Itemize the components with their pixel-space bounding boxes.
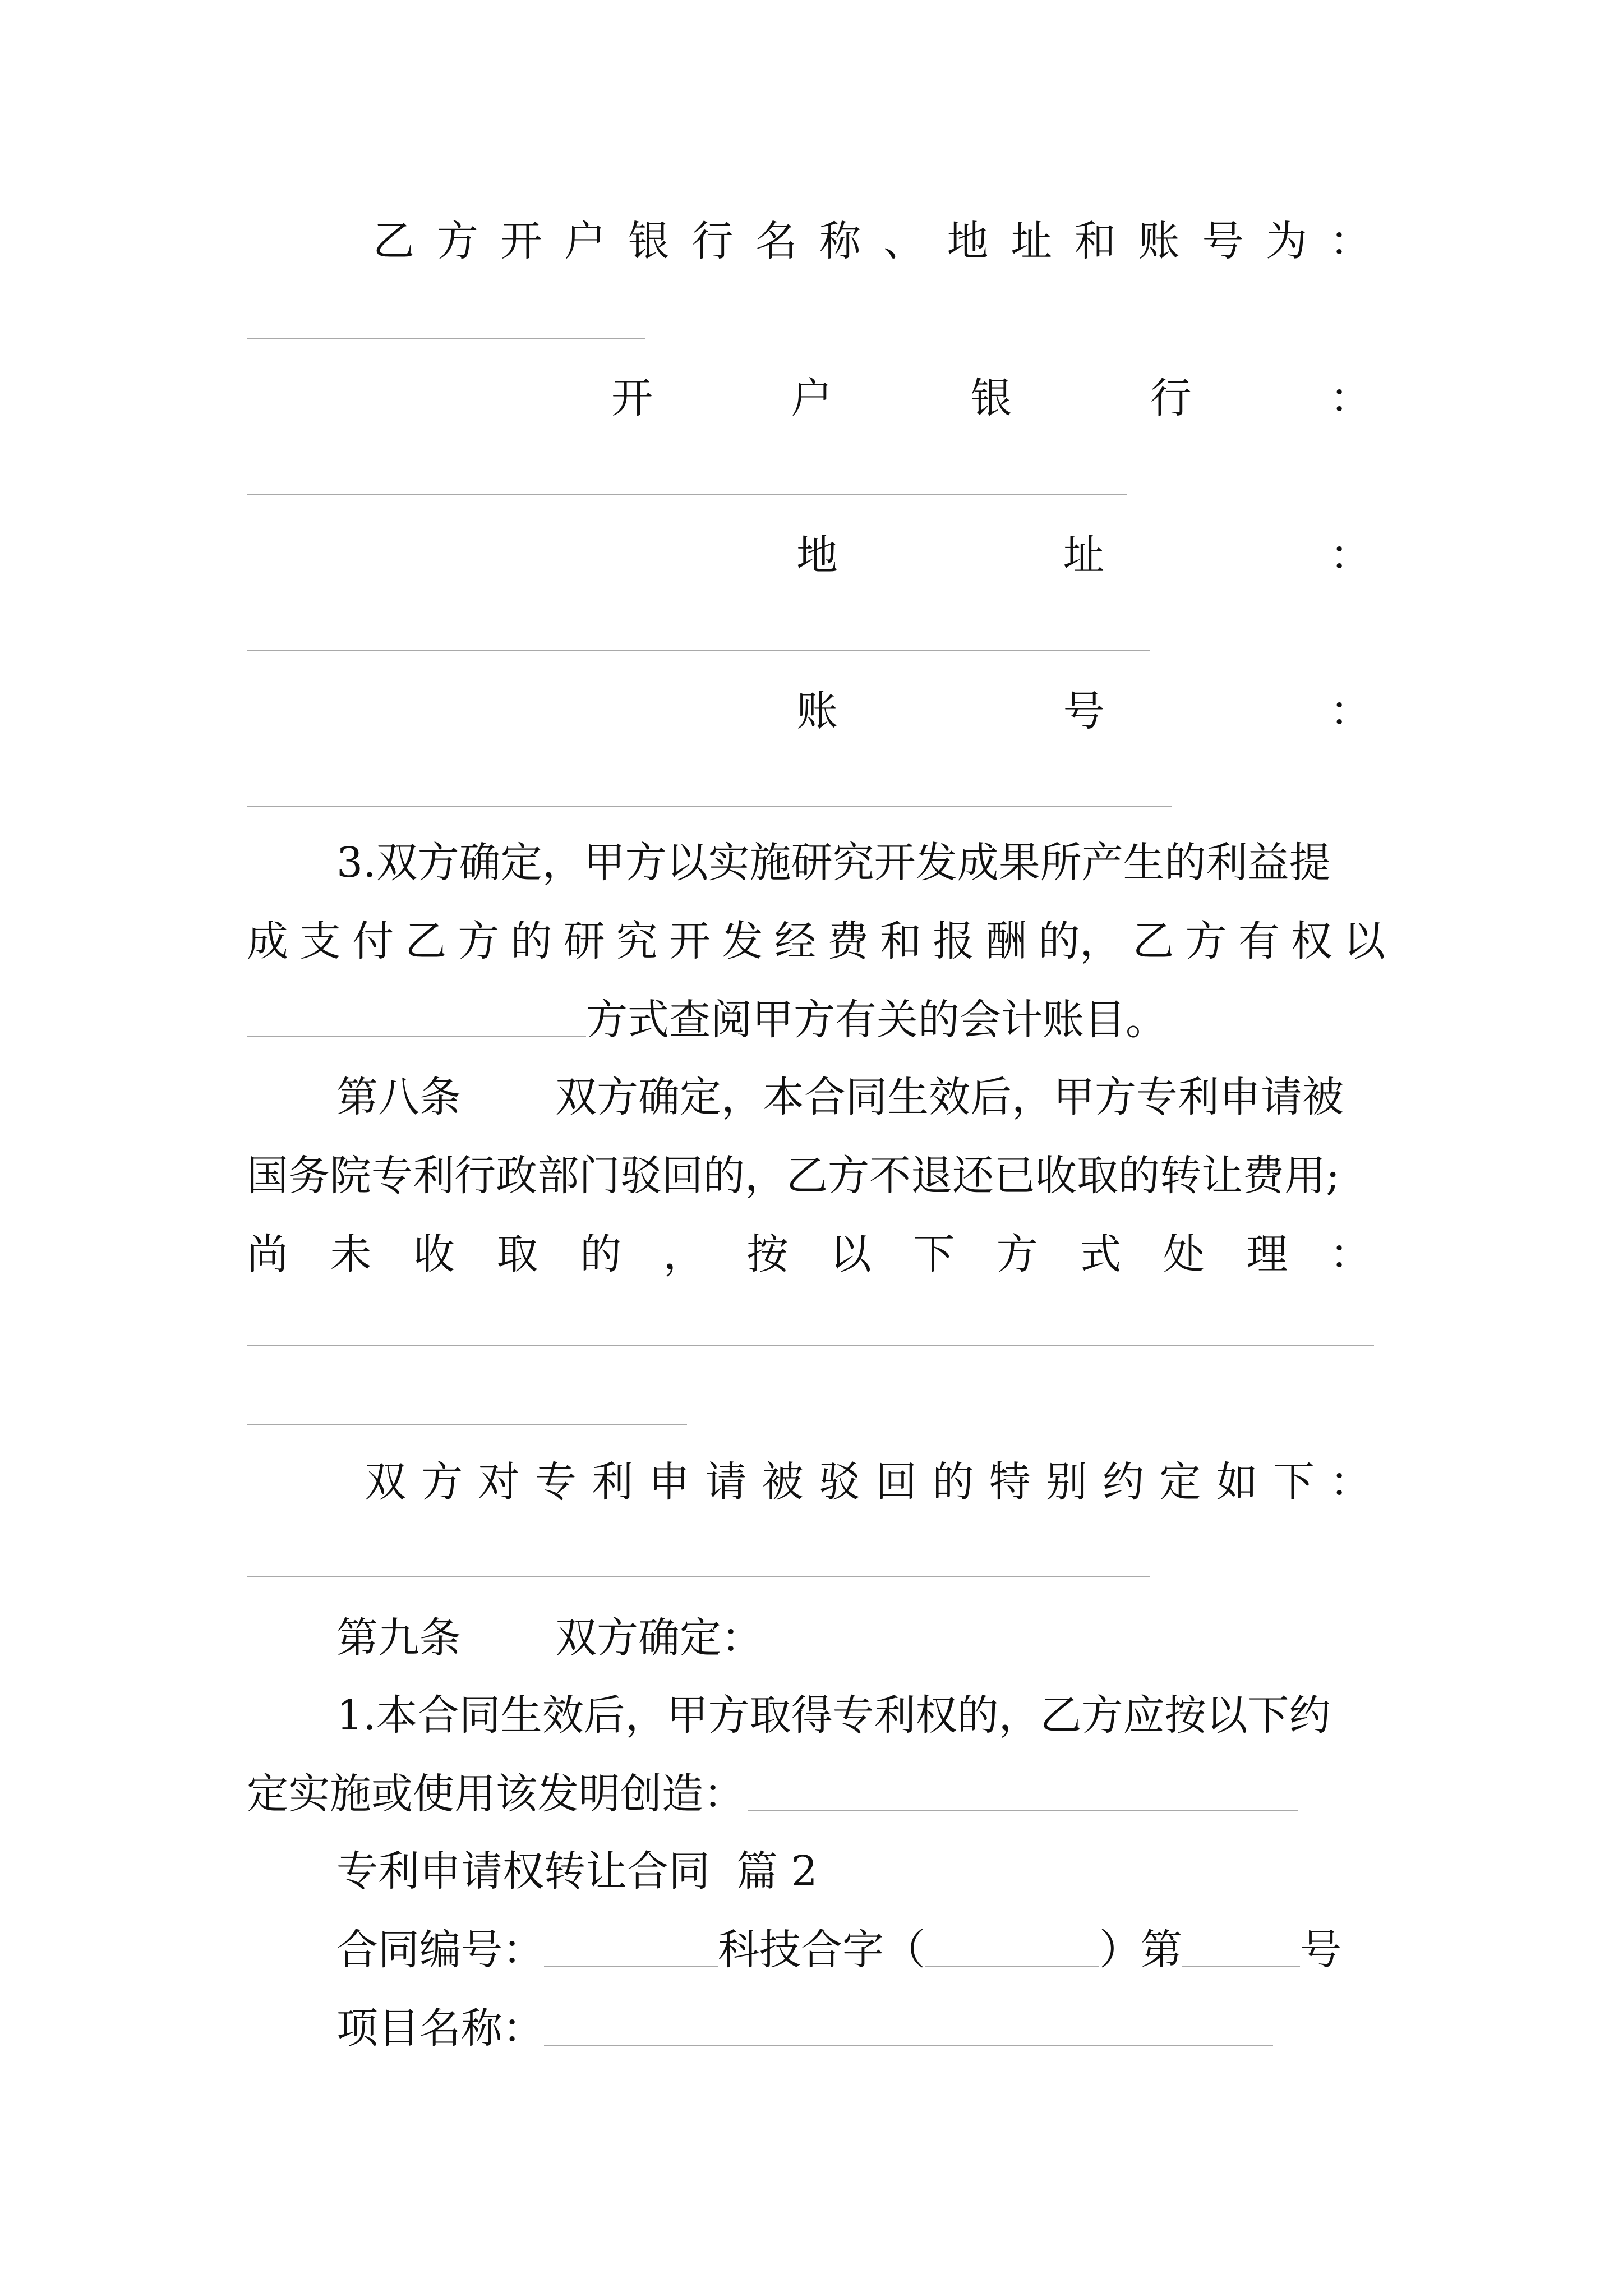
contract2-title: 专利申请权转让合同 篇 2 bbox=[336, 1847, 818, 1895]
text-char: 发 bbox=[721, 917, 763, 965]
text-char: 成 bbox=[247, 917, 288, 965]
item1-line1: 1.本合同生效后，甲方取得专利权的，乙方应按以下约 bbox=[336, 1691, 1331, 1740]
text-char: ， bbox=[663, 1230, 705, 1278]
text-char: 酬 bbox=[985, 917, 1027, 965]
text-char: 方 bbox=[436, 217, 478, 265]
article9-line bbox=[336, 1610, 763, 1666]
text-char: 究 bbox=[616, 917, 658, 965]
item3-line3-text: 方式查阅甲方有关的会计账目。 bbox=[586, 996, 1167, 1044]
text-char: 名 bbox=[755, 217, 797, 265]
bank-info-blank bbox=[247, 338, 645, 339]
text-char: 和 bbox=[880, 917, 922, 965]
text-char: 的 bbox=[510, 917, 552, 965]
text-char: 方 bbox=[421, 1458, 463, 1506]
special-agreement-blank bbox=[247, 1576, 1150, 1577]
text-char: 专 bbox=[534, 1458, 577, 1506]
article8-line3 bbox=[247, 1226, 1371, 1282]
text-char: 式 bbox=[1080, 1230, 1122, 1278]
text-char: 乙 bbox=[373, 217, 414, 265]
contract-number-line bbox=[336, 1922, 1341, 1978]
article9-text: 双方确定： bbox=[555, 1614, 763, 1662]
text-char: ： bbox=[1330, 531, 1371, 579]
text-char: 请 bbox=[705, 1458, 747, 1506]
rejection-handling-blank-1 bbox=[247, 1345, 1374, 1346]
text-char: 方 bbox=[458, 917, 500, 965]
item1-line2 bbox=[247, 1766, 1298, 1822]
text-char: 方 bbox=[996, 1230, 1038, 1278]
contract-number-blank-2 bbox=[925, 1966, 1099, 1967]
text-char: 开 bbox=[500, 217, 542, 265]
text-char: 支 bbox=[299, 917, 342, 965]
text-char: 对 bbox=[478, 1458, 520, 1506]
implementation-blank bbox=[748, 1810, 1298, 1811]
contract-number-label: 合同编号： bbox=[336, 1926, 544, 1974]
text-char: ： bbox=[1329, 217, 1371, 265]
text-char: 账 bbox=[796, 687, 838, 735]
text-char: 以 bbox=[829, 1230, 872, 1278]
text-char: 址 bbox=[1063, 531, 1105, 579]
text-char: 经 bbox=[774, 917, 816, 965]
text-char: 定 bbox=[1159, 1458, 1201, 1506]
project-name-label: 项目名称： bbox=[336, 2004, 544, 2053]
article8-line1 bbox=[336, 1069, 1344, 1125]
text-char: 约 bbox=[1103, 1458, 1145, 1506]
text-char: 地 bbox=[947, 217, 989, 265]
contract-number-mid2: ）第 bbox=[1099, 1926, 1182, 1974]
article8-line1-text: 双方确定，本合同生效后，甲方专利申请被 bbox=[555, 1073, 1344, 1121]
text-char: 乙 bbox=[405, 917, 447, 965]
text-char: 银 bbox=[628, 217, 670, 265]
text-char: 驳 bbox=[818, 1458, 860, 1506]
text-char: 别 bbox=[1045, 1458, 1087, 1506]
contract-number-mid1: 科技合字（ bbox=[718, 1926, 925, 1974]
article8-label: 第八条 bbox=[336, 1073, 461, 1121]
bank-name-blank bbox=[247, 494, 1127, 495]
text-char: 的 bbox=[580, 1230, 622, 1278]
item1-line2-text: 定实施或使用该发明创造： bbox=[247, 1770, 745, 1818]
bank-name-line bbox=[611, 370, 1371, 426]
text-char: 和 bbox=[1074, 217, 1116, 265]
bank-info-intro-line bbox=[373, 213, 1371, 269]
text-char: 被 bbox=[762, 1458, 804, 1506]
text-char: 以 bbox=[1343, 917, 1385, 965]
text-char: 理 bbox=[1246, 1230, 1288, 1278]
text-char: 权 bbox=[1290, 917, 1332, 965]
text-char: 有 bbox=[1238, 917, 1280, 965]
text-char: 下 bbox=[1272, 1458, 1315, 1506]
text-char: 双 bbox=[365, 1458, 406, 1506]
text-char: 的， bbox=[1038, 917, 1122, 965]
text-char: ： bbox=[1330, 687, 1371, 735]
rejection-handling-blank-2 bbox=[247, 1424, 687, 1425]
text-char: ： bbox=[1329, 1458, 1371, 1506]
text-char: 收 bbox=[413, 1230, 455, 1278]
item3-line1: 3.双方确定，甲方以实施研究开发成果所产生的利益提 bbox=[336, 839, 1331, 887]
text-char: 回 bbox=[875, 1458, 917, 1506]
text-char: ： bbox=[1329, 1230, 1371, 1278]
text-char: 行 bbox=[691, 217, 734, 265]
text-char: 申 bbox=[648, 1458, 690, 1506]
text-char: 开 bbox=[611, 374, 653, 422]
text-char: 费 bbox=[827, 917, 869, 965]
text-char: 按 bbox=[746, 1230, 789, 1278]
special-agreement-line bbox=[365, 1454, 1371, 1510]
text-char: 银 bbox=[970, 374, 1012, 422]
text-char: 尚 bbox=[247, 1230, 288, 1278]
text-char: 户 bbox=[564, 217, 606, 265]
inspection-method-blank bbox=[247, 1036, 586, 1037]
contract-number-blank-1 bbox=[544, 1966, 718, 1967]
text-char: 未 bbox=[330, 1230, 372, 1278]
contract-number-blank-3 bbox=[1182, 1966, 1300, 1967]
item3-line2 bbox=[247, 913, 1385, 969]
text-char: 、 bbox=[883, 217, 925, 265]
text-char: 址 bbox=[1011, 217, 1053, 265]
text-char: 行 bbox=[1150, 374, 1192, 422]
text-char: ： bbox=[1330, 374, 1371, 422]
text-char: 开 bbox=[668, 917, 711, 965]
text-char: 付 bbox=[352, 917, 394, 965]
text-char: 下 bbox=[913, 1230, 955, 1278]
text-char: 利 bbox=[591, 1458, 633, 1506]
item3-line3 bbox=[247, 992, 1167, 1048]
text-char: 乙 bbox=[1132, 917, 1174, 965]
text-char: 称 bbox=[819, 217, 861, 265]
text-char: 报 bbox=[933, 917, 975, 965]
account-line bbox=[796, 683, 1371, 739]
article8-line2: 国务院专利行政部门驳回的，乙方不退还已收取的转让费用; bbox=[247, 1152, 1340, 1200]
contract-number-suffix: 号 bbox=[1300, 1926, 1341, 1974]
article9-label: 第九条 bbox=[336, 1614, 461, 1662]
text-char: 号 bbox=[1063, 687, 1105, 735]
address-line bbox=[796, 527, 1371, 583]
text-char: 如 bbox=[1216, 1458, 1258, 1506]
text-char: 方 bbox=[1185, 917, 1227, 965]
text-char: 户 bbox=[791, 374, 833, 422]
text-char: 研 bbox=[563, 917, 605, 965]
text-char: 处 bbox=[1163, 1230, 1205, 1278]
text-char: 为 bbox=[1266, 217, 1308, 265]
text-char: 的 bbox=[932, 1458, 974, 1506]
text-char: 取 bbox=[496, 1230, 538, 1278]
text-char: 号 bbox=[1202, 217, 1244, 265]
text-char: 地 bbox=[796, 531, 838, 579]
text-char: 特 bbox=[989, 1458, 1031, 1506]
project-name-blank bbox=[544, 2045, 1273, 2046]
project-name-line bbox=[336, 2000, 1273, 2056]
address-blank bbox=[247, 650, 1150, 651]
account-blank bbox=[247, 806, 1172, 807]
text-char: 账 bbox=[1138, 217, 1180, 265]
